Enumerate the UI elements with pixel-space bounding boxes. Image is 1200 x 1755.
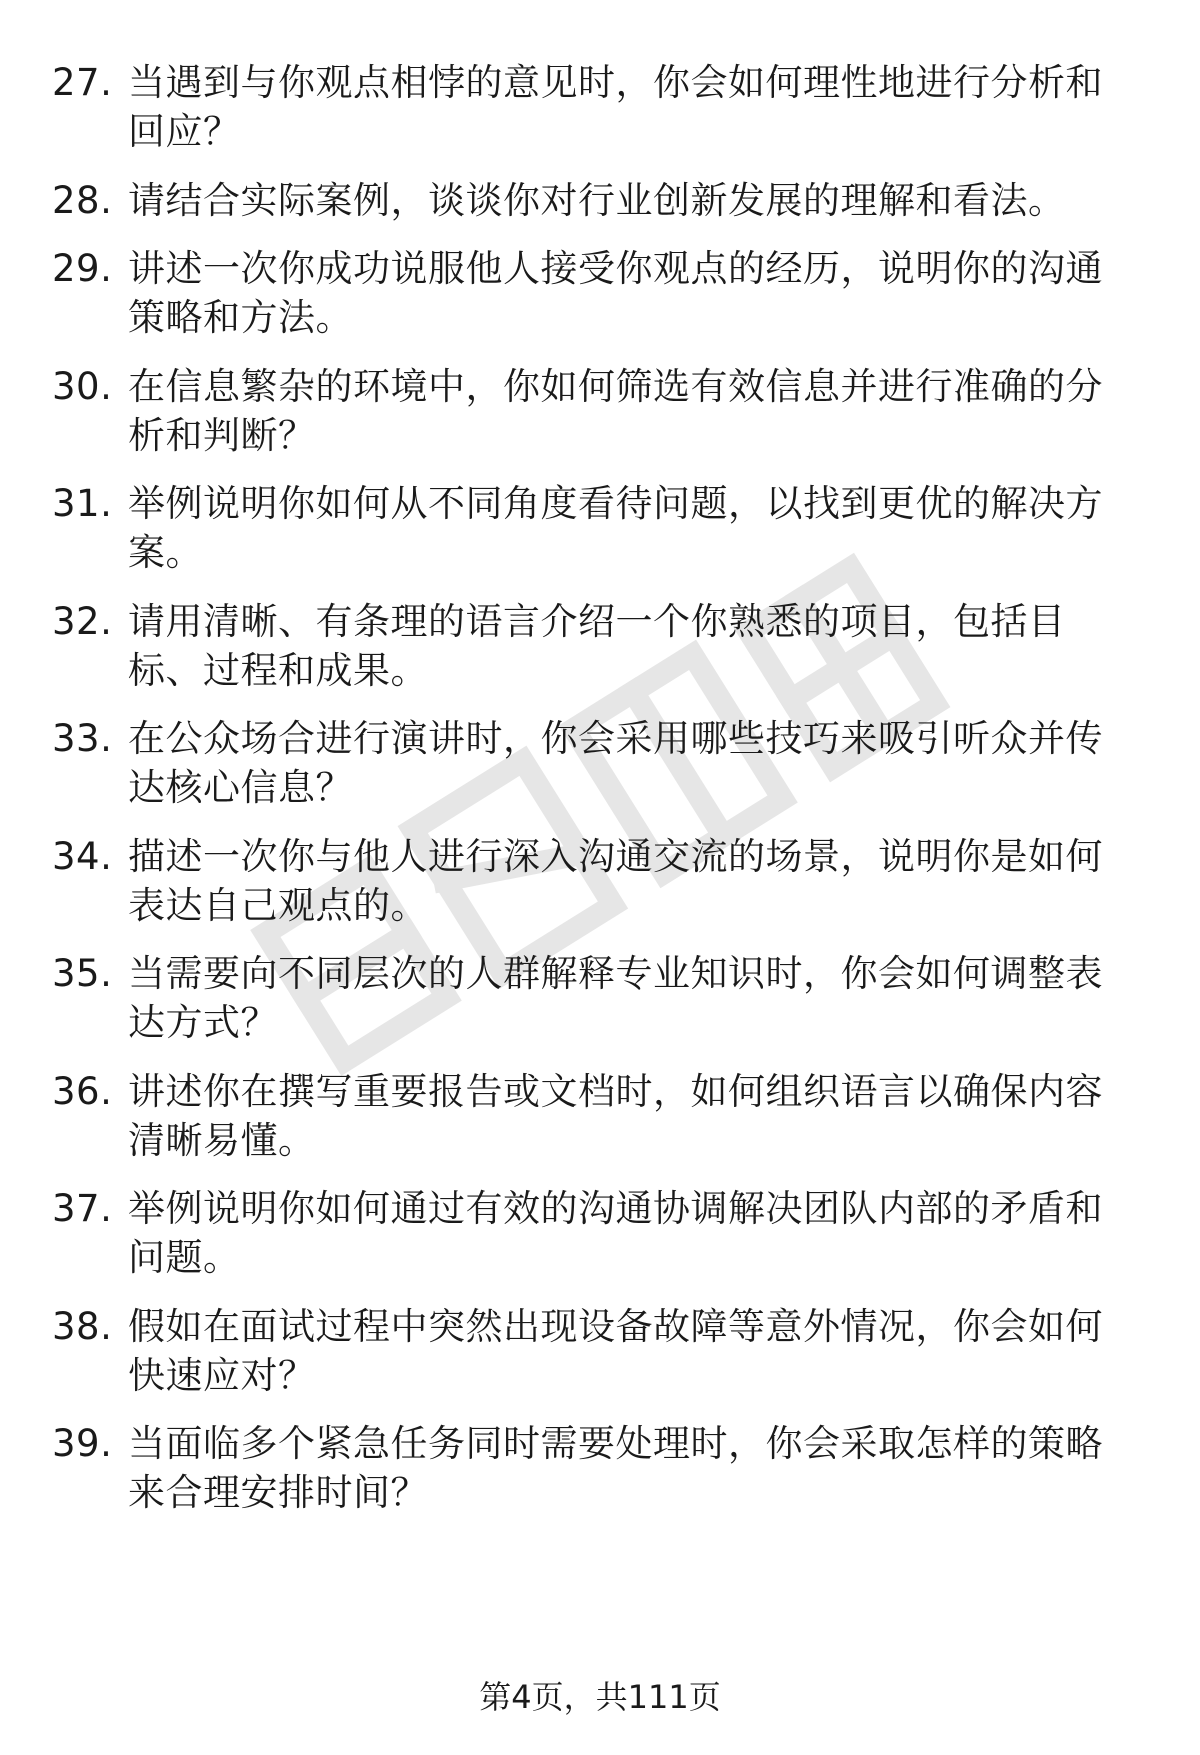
list-item xyxy=(0,362,1200,460)
question-text: 举例说明你如何通过有效的沟通协调解决团队内部的矛盾和问题。 xyxy=(128,1187,1103,1279)
question-text: 当需要向不同层次的人群解释专业知识时，你会如何调整表达方式？ xyxy=(128,952,1103,1044)
list-item xyxy=(0,1184,1200,1282)
question-text: 当遇到与你观点相悖的意见时，你会如何理性地进行分析和回应？ xyxy=(128,61,1103,153)
list-item xyxy=(0,244,1200,342)
list-item xyxy=(0,1067,1200,1165)
question-text: 在公众场合进行演讲时，你会采用哪些技巧来吸引听众并传达核心信息？ xyxy=(128,717,1103,809)
list-item xyxy=(0,949,1200,1047)
question-text: 假如在面试过程中突然出现设备故障等意外情况，你会如何快速应对？ xyxy=(128,1304,1103,1397)
question-text: 当面临多个紧急任务同时需要处理时，你会采取怎样的策略来合理安排时间？ xyxy=(128,1422,1103,1514)
list-item xyxy=(0,1419,1200,1517)
question-number: 27. xyxy=(52,61,113,104)
list-item xyxy=(0,714,1200,812)
question-text: 讲述一次你成功说服他人接受你观点的经历，说明你的沟通策略和方法。 xyxy=(128,247,1103,339)
question-text: 请结合实际案例，谈谈你对行业创新发展的理解和看法。 xyxy=(128,178,1066,222)
list-item xyxy=(0,176,1200,225)
question-number: 37. xyxy=(52,1187,113,1230)
question-number: 30. xyxy=(52,364,113,408)
question-text: 在信息繁杂的环境中，你如何筛选有效信息并进行准确的分析和判断？ xyxy=(128,364,1103,457)
question-text: 描述一次你与他人进行深入沟通交流的场景，说明你是如何表达自己观点的。 xyxy=(128,834,1103,927)
list-item xyxy=(0,832,1200,930)
question-text: 讲述你在撰写重要报告或文档时，如何组织语言以确保内容清晰易懂。 xyxy=(128,1069,1103,1162)
question-number: 35. xyxy=(52,952,113,995)
question-list xyxy=(0,58,1200,1537)
question-text: 请用清晰、有条理的语言介绍一个你熟悉的项目，包括目标、过程和成果。 xyxy=(128,599,1066,692)
question-text: 举例说明你如何从不同角度看待问题，以找到更优的解决方案。 xyxy=(128,482,1103,574)
question-number: 39. xyxy=(52,1422,113,1465)
question-number: 28. xyxy=(52,178,113,222)
list-item xyxy=(0,58,1200,156)
question-number: 38. xyxy=(52,1304,113,1348)
list-item xyxy=(0,597,1200,695)
question-number: 36. xyxy=(52,1069,113,1113)
page-footer xyxy=(0,1675,1200,1719)
question-number: 32. xyxy=(52,599,113,643)
question-number: 34. xyxy=(52,834,113,878)
page-number-label: 第4页，共111页 xyxy=(479,1678,721,1716)
list-item xyxy=(0,479,1200,577)
question-number: 31. xyxy=(52,482,113,525)
question-number: 33. xyxy=(52,717,113,760)
list-item xyxy=(0,1302,1200,1400)
question-number: 29. xyxy=(52,247,113,290)
